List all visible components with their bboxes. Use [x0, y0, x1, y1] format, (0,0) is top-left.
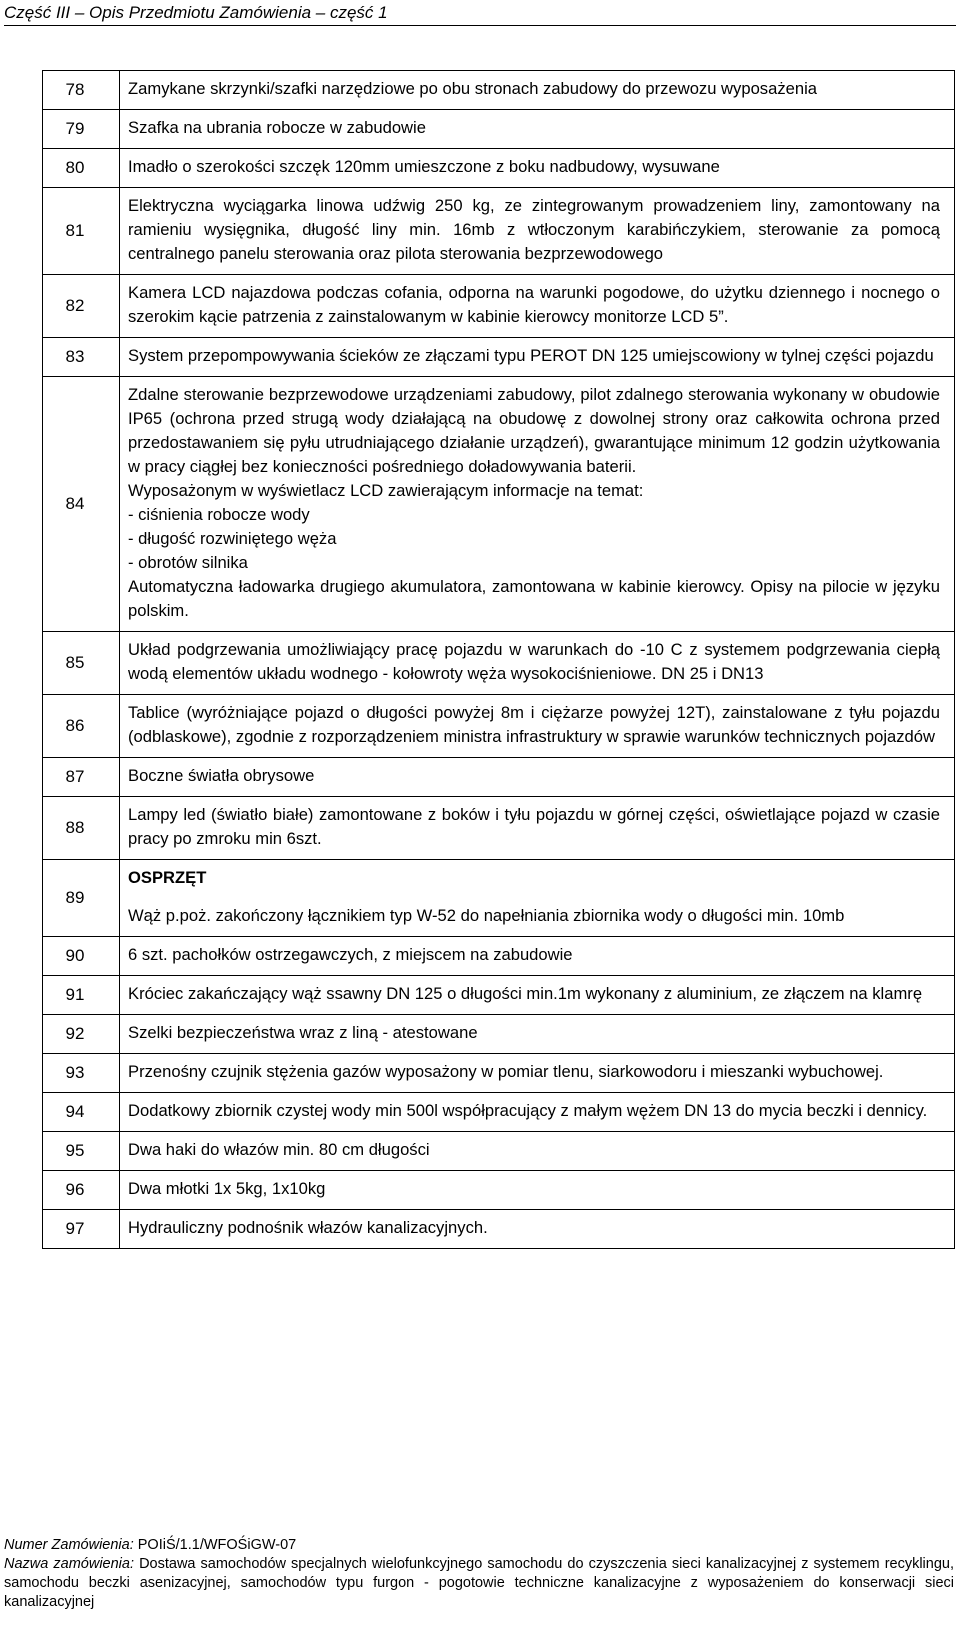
row-description — [120, 377, 955, 632]
row-number: 81 — [43, 188, 120, 275]
description-text: - ciśnienia robocze wody — [128, 505, 310, 524]
row-description — [120, 110, 955, 149]
row-number: 79 — [43, 110, 120, 149]
description-text: 6 szt. pachołków ostrzegawczych, z miejscem na zabudowie — [128, 945, 573, 964]
row-description — [120, 71, 955, 110]
table-row — [43, 275, 955, 338]
row-number: 91 — [43, 976, 120, 1015]
table-row — [43, 1171, 955, 1210]
description-text: Wyposażonym w wyświetlacz LCD zawierającym informacje na temat: — [128, 481, 644, 500]
description-text: Zdalne sterowanie bezprzewodowe urządzeniami zabudowy, pilot zdalnego sterowania wykonany w obudowie IP65 (ochrona przed strugą wody działającą na obudowę z dowolnej strony oraz całkowita ochrona przed przedostawaniem się pyłu utrudniającego działanie urządzeń), gwarantujące minimum 12 godzin użytkowania w pracy ciągłej bez konieczności pośredniego doładowywania baterii. — [128, 385, 940, 476]
order-number-label: Numer Zamówienia: — [4, 1537, 138, 1553]
row-description — [120, 695, 955, 758]
row-description — [120, 937, 955, 976]
row-number: 97 — [43, 1210, 120, 1249]
row-description — [120, 1015, 955, 1054]
row-number: 80 — [43, 149, 120, 188]
row-description — [120, 338, 955, 377]
order-number-value: POIiŚ/1.1/WFOŚiGW-07 — [137, 1537, 297, 1553]
description-text: Przenośny czujnik stężenia gazów wyposażony w pomiar tlenu, siarkowodoru i mieszanki wybuchowej. — [128, 1062, 884, 1081]
description-text: - obrotów silnika — [128, 553, 248, 572]
table-row — [43, 937, 955, 976]
row-number: 92 — [43, 1015, 120, 1054]
row-description — [120, 1171, 955, 1210]
description-text: Boczne światła obrysowe — [128, 766, 315, 785]
section-heading: OSPRZĘT — [128, 868, 207, 887]
table-row — [43, 797, 955, 860]
table-row — [43, 377, 955, 632]
header-title: Część III – Opis Przedmiotu Zamówienia – część 1 — [4, 3, 388, 22]
table-row — [43, 149, 955, 188]
table-row — [43, 338, 955, 377]
row-number: 87 — [43, 758, 120, 797]
description-text: System przepompowywania ścieków ze złączami typu PEROT DN 125 umiejscowiony w tylnej części pojazdu — [128, 346, 934, 365]
table-row — [43, 110, 955, 149]
table-row — [43, 1210, 955, 1249]
description-text: Króciec zakańczający wąż ssawny DN 125 o długości min.1m wykonany z aluminium, ze złączem na klamrę — [128, 984, 923, 1003]
row-number: 85 — [43, 632, 120, 695]
row-number: 89 — [43, 860, 120, 937]
row-number: 78 — [43, 71, 120, 110]
row-description — [120, 632, 955, 695]
row-number: 95 — [43, 1132, 120, 1171]
row-description — [120, 797, 955, 860]
table-row — [43, 860, 955, 937]
specification-table — [42, 70, 955, 1249]
table-row — [43, 1054, 955, 1093]
row-description — [120, 860, 955, 937]
row-description — [120, 275, 955, 338]
table-row — [43, 1015, 955, 1054]
row-number: 86 — [43, 695, 120, 758]
row-number: 82 — [43, 275, 120, 338]
description-text: Imadło o szerokości szczęk 120mm umieszczone z boku nadbudowy, wysuwane — [128, 157, 720, 176]
row-number: 96 — [43, 1171, 120, 1210]
table-row — [43, 1093, 955, 1132]
row-description — [120, 1054, 955, 1093]
table-row — [43, 758, 955, 797]
row-number: 88 — [43, 797, 120, 860]
row-description — [120, 976, 955, 1015]
specification-table-body — [43, 71, 955, 1249]
description-text: Hydrauliczny podnośnik włazów kanalizacyjnych. — [128, 1218, 488, 1237]
page-header — [4, 3, 956, 26]
description-text: Układ podgrzewania umożliwiający pracę pojazdu w warunkach do -10 C z systemem podgrzewania ciepłą wodą elementów układu wodnego - kołowroty węża wysokociśnieniowe. DN 25 i DN13 — [128, 640, 940, 683]
row-description — [120, 758, 955, 797]
order-number — [4, 1536, 954, 1555]
row-number: 90 — [43, 937, 120, 976]
row-description — [120, 1210, 955, 1249]
table-row — [43, 1132, 955, 1171]
description-text: Elektryczna wyciągarka linowa udźwig 250 kg, ze zintegrowanym prowadzeniem liny, zamontowany na ramieniu wysięgnika, długość liny min. 16mb z wtłoczonym karabińczykiem, sterowanie za pomocą centralnego panelu sterowania oraz pilota sterowania bezprzewodowego — [128, 196, 940, 263]
table-row — [43, 976, 955, 1015]
description-text: Lampy led (światło białe) zamontowane z boków i tyłu pojazdu w górnej części, oświetlające pojazd w czasie pracy po zmroku min 6szt. — [128, 805, 940, 848]
row-description — [120, 149, 955, 188]
order-name — [4, 1555, 954, 1612]
description-text: Dodatkowy zbiornik czystej wody min 500l współpracujący z małym wężem DN 13 do mycia beczki i dennicy. — [128, 1101, 928, 1120]
description-text: Szelki bezpieczeństwa wraz z liną - atestowane — [128, 1023, 478, 1042]
row-number: 83 — [43, 338, 120, 377]
order-name-label: Nazwa zamówienia: — [4, 1556, 140, 1572]
row-number: 93 — [43, 1054, 120, 1093]
table-row — [43, 71, 955, 110]
description-text: Wąż p.poż. zakończony łącznikiem typ W-52 do napełniania zbiornika wody o długości min. 10mb — [128, 906, 845, 925]
order-name-value: Dostawa samochodów specjalnych wielofunkcyjnego samochodu do czyszczenia sieci kanalizacyjnej z systemem recyklingu, samochodu beczki asenizacyjnej, samochodów typu furgon - pogotowie techniczne kanalizacyjne z wyposażeniem do konserwacji sieci kanalizacyjnej — [4, 1556, 954, 1610]
table-row — [43, 188, 955, 275]
description-text: Kamera LCD najazdowa podczas cofania, odporna na warunki pogodowe, do użytku dziennego i nocnego o szerokim kącie patrzenia z zainstalowanym w kabinie kierowcy monitorze LCD 5”. — [128, 283, 940, 326]
row-description — [120, 1093, 955, 1132]
description-text: Zamykane skrzynki/szafki narzędziowe po obu stronach zabudowy do przewozu wyposażenia — [128, 79, 817, 98]
row-number: 94 — [43, 1093, 120, 1132]
page-footer — [4, 1536, 954, 1612]
description-text: Szafka na ubrania robocze w zabudowie — [128, 118, 426, 137]
description-text: - długość rozwiniętego węża — [128, 529, 337, 548]
row-description — [120, 1132, 955, 1171]
row-number: 84 — [43, 377, 120, 632]
description-text: Dwa młotki 1x 5kg, 1x10kg — [128, 1179, 326, 1198]
description-text: Tablice (wyróżniające pojazd o długości powyżej 8m i ciężarze powyżej 12T), zainstalowane z tyłu pojazdu (odblaskowe), zgodnie z rozporządzeniem ministra infrastruktury w sprawie warunków technicznych pojazdów — [128, 703, 940, 746]
table-row — [43, 695, 955, 758]
description-text: Automatyczna ładowarka drugiego akumulatora, zamontowana w kabinie kierowcy. Opisy na pilocie w języku polskim. — [128, 577, 940, 620]
row-description — [120, 188, 955, 275]
description-text: Dwa haki do włazów min. 80 cm długości — [128, 1140, 430, 1159]
table-row — [43, 632, 955, 695]
